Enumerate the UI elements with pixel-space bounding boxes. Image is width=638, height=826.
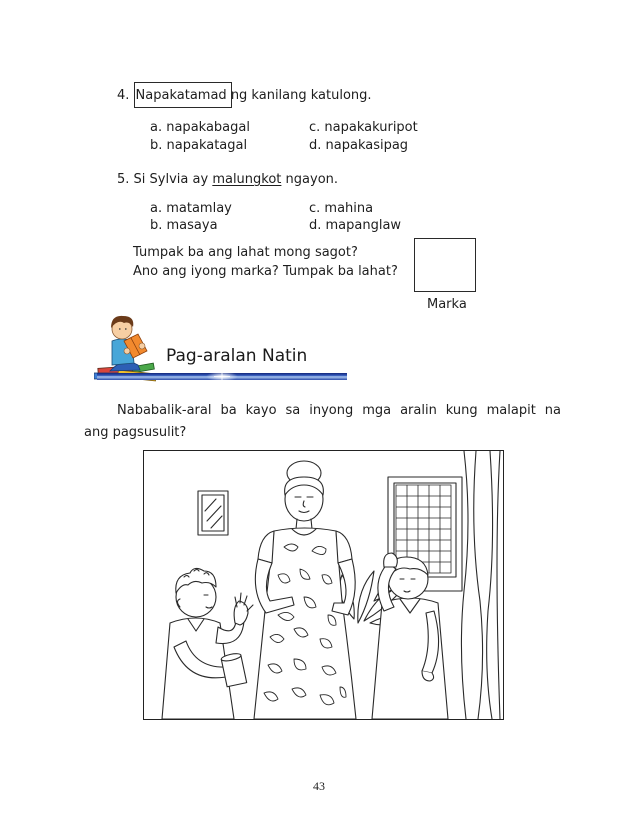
curtain xyxy=(461,451,500,719)
section-title: Pag-aralan Natin xyxy=(166,346,308,366)
right-boy-figure xyxy=(372,553,448,719)
question-4-number: 4. xyxy=(117,88,130,103)
mother-figure xyxy=(254,461,356,719)
page-number: 43 xyxy=(313,779,325,793)
question-4-option-c: c. napakakuripot xyxy=(309,120,418,135)
left-boy-figure xyxy=(162,568,253,719)
question-5-option-c: c. mahina xyxy=(309,201,374,216)
paragraph-line-1: Nababalik-aral ba kayo sa inyong mga aralin kung malapit na xyxy=(117,403,561,418)
question-4-option-a: a. napakabagal xyxy=(150,120,250,135)
question-5-underlined-word: malungkot xyxy=(212,172,282,187)
section-rule xyxy=(97,372,347,382)
question-5-option-b: b. masaya xyxy=(150,218,218,233)
question-5-option-d: d. mapanglaw xyxy=(309,218,402,233)
question-4-option-b: b. napakatagal xyxy=(150,138,248,153)
paragraph-line-2: ang pagsusulit? xyxy=(84,425,187,440)
mother-left-sleeve xyxy=(258,531,274,563)
mother-and-children-illustration xyxy=(144,451,503,719)
question-5-option-a: a. matamlay xyxy=(150,201,232,216)
question-4 xyxy=(117,88,372,104)
illustration-frame xyxy=(143,450,504,720)
question-5-before: Si Sylvia ay xyxy=(133,172,209,187)
score-box xyxy=(414,238,476,292)
picture-glass-reflection xyxy=(205,499,222,528)
child-hand-left xyxy=(124,348,130,354)
question-4-boxed-word: Napakatamad xyxy=(134,82,232,108)
right-boy-hand-on-head xyxy=(384,553,398,567)
question-5 xyxy=(117,172,338,188)
child-hand-right xyxy=(139,343,145,349)
child-figure xyxy=(110,316,147,371)
self-check-line-2: Ano ang iyong marka? Tumpak ba lahat? xyxy=(133,264,398,279)
wall-picture-frame xyxy=(198,491,228,535)
self-check-line-1: Tumpak ba ang lahat mong sagot? xyxy=(133,245,358,260)
question-5-rest: ngayon. xyxy=(285,172,339,187)
question-4-rest: ng kanilang katulong. xyxy=(230,88,372,103)
question-4-option-d: d. napakasipag xyxy=(309,138,409,153)
question-5-number: 5. xyxy=(117,172,130,187)
mother-right-sleeve xyxy=(336,531,352,563)
score-box-label: Marka xyxy=(427,297,467,312)
